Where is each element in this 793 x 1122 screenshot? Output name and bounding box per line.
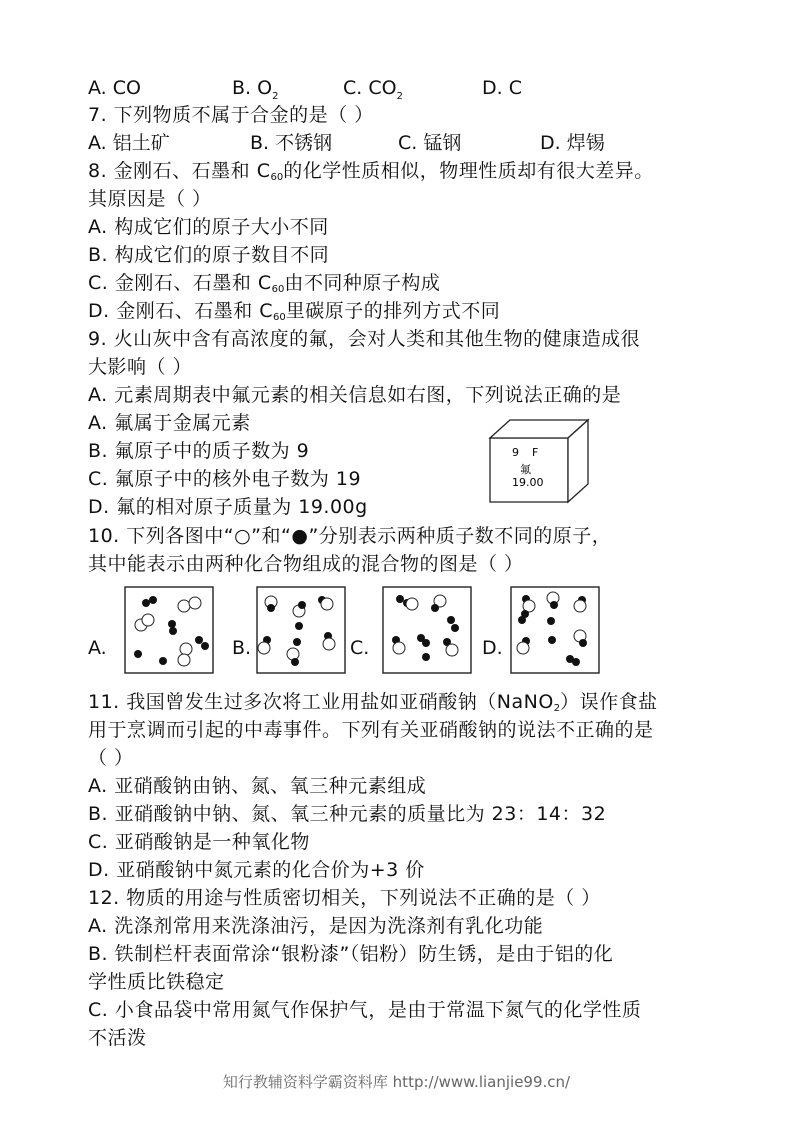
q9-stem-line3: A. 元素周期表中氟元素的相关信息如右图，下列说法正确的是 bbox=[88, 384, 622, 406]
q10-stem-line2: 其中能表示由两种化合物组成的混合物的图是（ ） bbox=[88, 553, 524, 575]
q9-option-d: D. 氟的相对原子质量为 19.00g bbox=[88, 496, 368, 518]
q8-option-d-b: 里碳原子的排列方式不同 bbox=[285, 300, 501, 322]
q12-option-c: C. 小食品袋中常用氮气作保护气，是由于常温下氮气的化学性质 bbox=[88, 999, 642, 1021]
q11-option-d: D. 亚硝酸钠中氮元素的化合价为+3 价 bbox=[88, 859, 425, 881]
q8-stem-b: 的化学性质相似，物理性质却有很大差异。 bbox=[283, 160, 654, 182]
q7-option-c: C. 锰钢 bbox=[398, 132, 462, 154]
q12-option-b-line2: 学性质比铁稳定 bbox=[88, 971, 225, 993]
q11-stem-a: 11. 我国曾发生过多次将工业用盐如亚硝酸钠（NaNO bbox=[88, 691, 554, 713]
q10-diagram-d bbox=[510, 586, 600, 678]
q8-option-d-a: D. 金刚石、石墨和 C bbox=[88, 300, 274, 322]
q10-label-a: A. bbox=[88, 637, 107, 659]
q12-option-b: B. 铁制栏杆表面常涂“银粉漆”（铝粉）防生锈，是由于铝的化 bbox=[88, 943, 614, 965]
q6-option-c-text: C. CO bbox=[343, 77, 397, 99]
q9-option-a: A. 氟属于金属元素 bbox=[88, 412, 251, 434]
q8-stem-a: 8. 金刚石、石墨和 C bbox=[88, 160, 271, 182]
q8-option-b: B. 构成它们的原子数目不同 bbox=[88, 244, 330, 266]
q11-stem-line2: 用于烹调而引起的中毒事件。下列有关亚硝酸钠的说法不正确的是 bbox=[88, 719, 654, 741]
q7-stem: 7. 下列物质不属于合金的是（ ） bbox=[88, 104, 374, 126]
q10-label-b: B. bbox=[232, 637, 252, 659]
q10-stem: 10. 下列各图中“○”和“●”分别表示两种质子数不同的原子， bbox=[88, 525, 612, 547]
q8-option-a: A. 构成它们的原子大小不同 bbox=[88, 216, 329, 238]
q11-option-c: C. 亚硝酸钠是一种氧化物 bbox=[88, 831, 310, 853]
q11-stem-line3: （ ） bbox=[88, 747, 134, 769]
q7-option-a: A. 铝土矿 bbox=[88, 132, 170, 154]
element-mass: 19.00 bbox=[512, 476, 544, 489]
q6-option-a: A. CO bbox=[88, 77, 141, 99]
element-card-fluorine bbox=[488, 418, 598, 504]
element-number: 9 bbox=[512, 446, 519, 459]
q8-option-d-sub: 60 bbox=[273, 312, 286, 323]
q10-diagram-c bbox=[382, 586, 472, 678]
q11-stem bbox=[88, 690, 658, 721]
element-cube-outline bbox=[488, 418, 598, 504]
q12-option-c-line2: 不活泼 bbox=[88, 1027, 147, 1049]
q10-label-c: C. bbox=[350, 637, 370, 659]
q11-stem-sub: 2 bbox=[553, 703, 561, 714]
q12-stem: 12. 物质的用途与性质密切相关，下列说法不正确的是（ ） bbox=[88, 887, 601, 909]
q6-option-c-sub: 2 bbox=[396, 90, 403, 102]
q10-diagram-b bbox=[256, 586, 346, 678]
footer-watermark: 知行教辅资料学霸资料库 http://www.lianjie99.cn/ bbox=[222, 1073, 571, 1091]
q11-stem-b: ）误作食盐 bbox=[560, 691, 658, 713]
q8-option-c-a: C. 金刚石、石墨和 C bbox=[88, 272, 272, 294]
q11-option-a: A. 亚硝酸钠由钠、氮、氧三种元素组成 bbox=[88, 775, 427, 797]
q9-stem: 9. 火山灰中含有高浓度的氟，会对人类和其他生物的健康造成很 bbox=[88, 328, 641, 350]
element-symbol: F bbox=[532, 446, 539, 459]
q9-option-b: B. 氟原子中的质子数为 9 bbox=[88, 440, 310, 462]
q6-option-b-sub: 2 bbox=[272, 90, 279, 102]
q8-stem-sub: 60 bbox=[270, 172, 284, 183]
q11-option-b: B. 亚硝酸钠中钠、氮、氧三种元素的质量比为 23：14：32 bbox=[88, 803, 607, 825]
q9-stem-line2: 大影响（ ） bbox=[88, 356, 193, 378]
q8-stem bbox=[88, 159, 654, 190]
q6-option-b-text: B. O bbox=[232, 77, 273, 99]
q12-option-a: A. 洗涤剂常用来洗涤油污，是因为洗涤剂有乳化功能 bbox=[88, 915, 544, 937]
q9-option-c: C. 氟原子中的核外电子数为 19 bbox=[88, 468, 362, 490]
q10-label-d: D. bbox=[482, 637, 503, 659]
q7-option-b: B. 不锈钢 bbox=[250, 132, 333, 154]
q8-option-c bbox=[88, 271, 440, 302]
q10-diagram-a bbox=[124, 586, 214, 678]
element-name: 氟 bbox=[520, 463, 531, 476]
q7-option-d: D. 焊锡 bbox=[540, 132, 605, 154]
q6-option-d: D. C bbox=[482, 77, 522, 99]
q8-option-c-b: 由不同种原子构成 bbox=[284, 272, 441, 294]
q8-option-c-sub: 60 bbox=[271, 284, 285, 295]
q8-option-d bbox=[88, 299, 500, 330]
q8-stem-line2: 其原因是（ ） bbox=[88, 188, 212, 210]
